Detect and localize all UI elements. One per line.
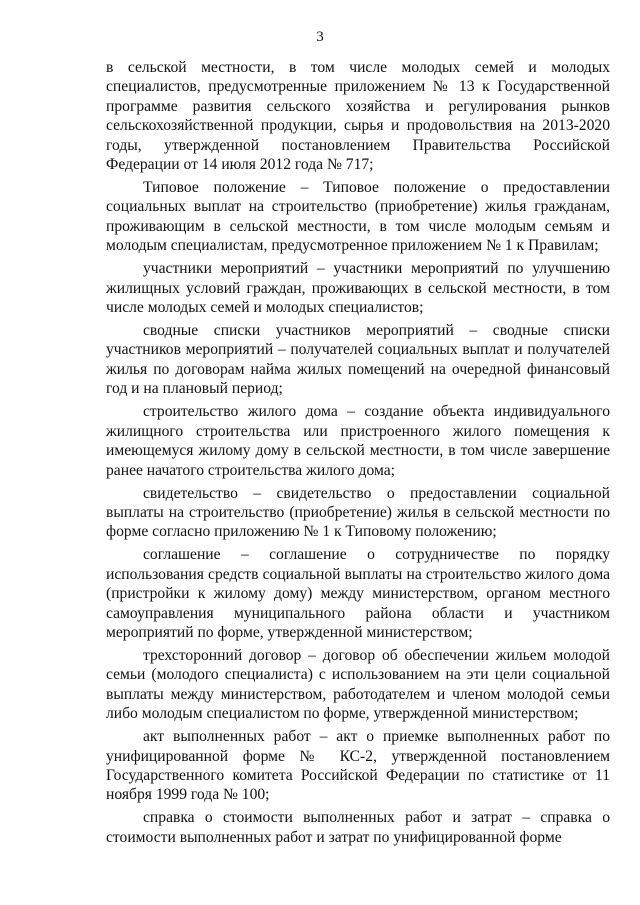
paragraph-typical-regulation: Типовое положение – Типовое положение о предоставлении социальных выплат на строительство (приобретение) жилья гражданам, проживающим в сельской местности, в том числе молодым семьям и молодым специалистам, предусмотренное приложением № 1 к Правилам; [106,179,610,255]
paragraph-tripartite-contract: трехсторонний договор – договор об обеспечении жильем молодой семьи (молодого специалиста) с использованием на эти цели социальной выплаты между министерством, работодателем и членом молодой семьи либо молодым специалистом по форме, утвержденной министерством; [106,646,610,723]
paragraph-participants: участники мероприятий – участники мероприятий по улучшению жилищных условий граждан, проживающих в сельской местности, в том числе молодых семей и молодых специалистов; [106,260,610,317]
paragraph-work-acceptance-act: акт выполненных работ – акт о приемке выполненных работ по унифицированной форме № КС-2, утвержденной постановлением Государственного комитета Российской Федерации по статистике от 11 ноября 1999 года № 100; [106,728,610,804]
paragraph-cost-certificate: справка о стоимости выполненных работ и затрат – справка о стоимости выполненных работ и затрат по унифицированной форме [106,809,610,846]
paragraph-continuation: в сельской местности, в том числе молодых семей и молодых специалистов, предусмотренные приложением № 13 к Государственной программе развития сельского хозяйства и регулирования рынков сельскохозяйственной продукции, сырья и продовольствия на 2013-2020 годы, утвержденной постановлением Правительства Российской Федерации от 14 июля 2012 года № 717; [106,59,610,174]
document-body [106,58,610,851]
paragraph-agreement: соглашение – соглашение о сотрудничестве по порядку использования средств социальной выплаты на строительство жилого дома (пристройки к жилому дому) между министерством, органом местного самоуправления муниципального района области и участником мероприятий по форме, утвержденной министерством; [106,546,610,641]
paragraph-consolidated-lists: сводные списки участников мероприятий – сводные списки участников мероприятий – получателей социальных выплат и получателей жилья по договорам найма жилых помещений на очередной финансовый год и на плановый период; [106,322,610,398]
paragraph-house-construction: строительство жилого дома – создание объекта индивидуального жилищного строительства или пристроенного жилого помещения к имеющемуся жилому дому в сельской местности, в том числе завершение ранее начатого строительства жилого дома; [106,403,610,479]
page-number: 3 [316,29,324,45]
paragraph-certificate: свидетельство – свидетельство о предоставлении социальной выплаты на строительство (приобретение) жилья в сельской местности по форме согласно приложению № 1 к Типовому положению; [106,484,610,541]
